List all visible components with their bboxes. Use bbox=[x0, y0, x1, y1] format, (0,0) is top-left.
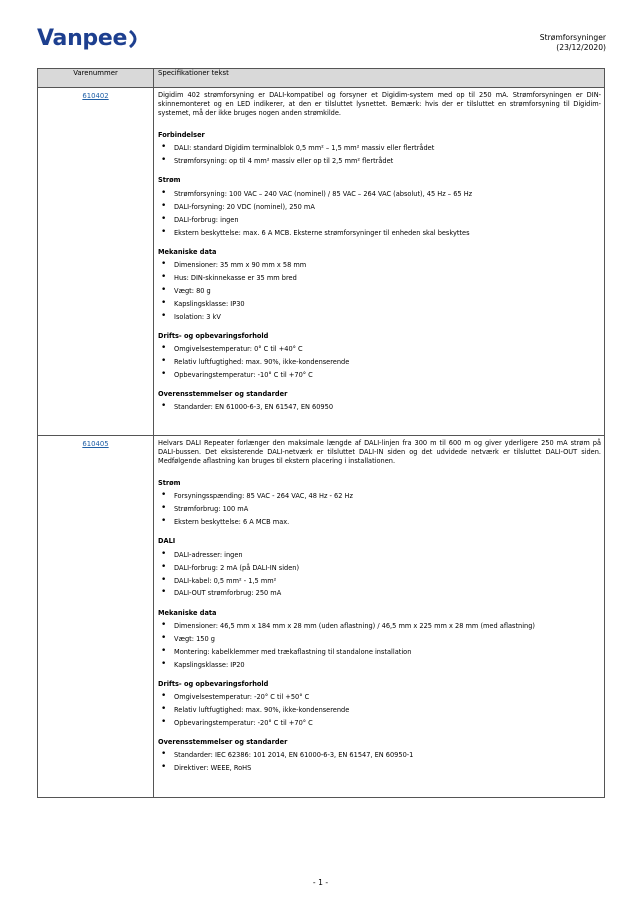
list-item: • Omgivelsestemperatur: -20° C til +50° C bbox=[158, 693, 601, 702]
bullet-list bbox=[158, 261, 601, 322]
document-header bbox=[540, 33, 606, 53]
spec-section bbox=[158, 738, 601, 773]
list-item: • Vægt: 80 g bbox=[158, 287, 601, 296]
list-item: • Strømforsyning: 100 VAC – 240 VAC (nominel) / 85 VAC – 264 VAC (absolut), 45 Hz – 65 Hz bbox=[158, 190, 601, 199]
section-title: Overensstemmelser og standarder bbox=[158, 389, 288, 398]
bullet-list bbox=[158, 492, 601, 527]
bullet-list bbox=[158, 403, 601, 412]
bullet-list bbox=[158, 190, 601, 238]
product-description: Digidim 402 strømforsyning er DALI-kompatibel og forsyner et Digidim-system med op til 250 mA. Strømforsyningen er DIN-skinnemonteret og en LED indikerer, at den er tilsluttet lysnettet. Bemærk: hvis der er tilsluttet en strømforsyning til Digidim-systemet, må der ikke bruges nogen anden strømkilde. bbox=[158, 91, 601, 118]
list-item: • DALI-OUT strømforbrug: 250 mA bbox=[158, 589, 601, 598]
section-title: Drifts- og opbevaringsforhold bbox=[158, 331, 269, 340]
bullet-list bbox=[158, 345, 601, 380]
list-item: • Ekstern beskyttelse: max. 6 A MCB. Eksterne strømforsyninger til enheden skal beskyttes bbox=[158, 229, 601, 238]
list-item: • Strømforsyning: op til 4 mm² massiv eller op til 2,5 mm² flertrådet bbox=[158, 157, 601, 166]
list-item: • Standarder: IEC 62386: 101 2014, EN 61000-6-3, EN 61547, EN 60950-1 bbox=[158, 751, 601, 760]
section-title: Overensstemmelser og standarder bbox=[158, 737, 288, 746]
bullet-list bbox=[158, 622, 601, 670]
list-item: • Forsyningsspænding: 85 VAC - 264 VAC, 48 Hz - 62 Hz bbox=[158, 492, 601, 501]
spec-section bbox=[158, 248, 601, 322]
item-number-link[interactable]: 610402 bbox=[82, 92, 109, 100]
column-header-number: Varenummer bbox=[38, 69, 154, 88]
list-item: • DALI-forbrug: 2 mA (på DALI-IN siden) bbox=[158, 564, 601, 573]
list-item: • Montering: kabelklemmer med trækaflastning til standalone installation bbox=[158, 648, 601, 657]
bullet-list bbox=[158, 144, 601, 166]
list-item: • Kapslingsklasse: IP30 bbox=[158, 300, 601, 309]
list-item: • Opbevaringstemperatur: -10° C til +70° C bbox=[158, 371, 601, 380]
logo-wordmark: Vanpee bbox=[37, 26, 128, 51]
spec-section bbox=[158, 479, 601, 527]
list-item: • Standarder: EN 61000-6-3, EN 61547, EN 60950 bbox=[158, 403, 601, 412]
page-number: - 1 - bbox=[312, 878, 329, 887]
list-item: • Dimensioner: 46,5 mm x 184 mm x 28 mm (uden aflastning) / 46,5 mm x 225 mm x 28 mm (med aflastning) bbox=[158, 622, 601, 631]
list-item: • DALI-forsyning: 20 VDC (nominel), 250 mA bbox=[158, 203, 601, 212]
list-item: • Hus: DIN-skinnekasse er 35 mm bred bbox=[158, 274, 601, 283]
spec-section bbox=[158, 176, 601, 237]
section-title: Strøm bbox=[158, 479, 181, 488]
item-number-link[interactable]: 610405 bbox=[82, 440, 109, 448]
list-item: • DALI-forbrug: ingen bbox=[158, 216, 601, 225]
product-description: Helvars DALI Repeater forlænger den maksimale længde af DALI-linjen fra 300 m til 600 m og giver yderligere 250 mA strøm på DALI-bussen. Det eksisterende DALI-netværk er tilsluttet DALI-IN siden og det udvidede netværk er tilsluttet DALI-OUT siden. Medfølgende aflastning kan bruges til ekstern placering i installationen. bbox=[158, 439, 601, 466]
section-title: Mekaniske data bbox=[158, 247, 217, 256]
item-number-cell bbox=[38, 88, 154, 436]
document-title: Strømforsyninger bbox=[539, 33, 606, 42]
spec-text-cell bbox=[154, 436, 605, 798]
spec-section bbox=[158, 390, 601, 412]
list-item: • DALI-adresser: ingen bbox=[158, 551, 601, 560]
section-title: Mekaniske data bbox=[158, 608, 217, 617]
list-item: • Ekstern beskyttelse: 6 A MCB max. bbox=[158, 518, 601, 527]
list-item: • Dimensioner: 35 mm x 90 mm x 58 mm bbox=[158, 261, 601, 270]
section-title: Drifts- og opbevaringsforhold bbox=[158, 679, 269, 688]
list-item: • DALI: standard Digidim terminalblok 0,5 mm² – 1,5 mm² massiv eller flertrådet bbox=[158, 144, 601, 153]
spec-table bbox=[37, 68, 605, 798]
list-item: • DALI-kabel: 0,5 mm² - 1,5 mm² bbox=[158, 577, 601, 586]
list-item: • Relativ luftfugtighed: max. 90%, ikke-kondenserende bbox=[158, 706, 601, 715]
list-item: • Kapslingsklasse: IP20 bbox=[158, 661, 601, 670]
list-item: • Relativ luftfugtighed: max. 90%, ikke-kondenserende bbox=[158, 358, 601, 367]
section-title: Forbindelser bbox=[158, 131, 205, 140]
list-item: • Omgivelsestemperatur: 0° C til +40° C bbox=[158, 345, 601, 354]
column-header-spec: Specifikationer tekst bbox=[154, 69, 605, 88]
company-logo bbox=[37, 26, 142, 51]
spec-text-cell bbox=[154, 88, 605, 436]
bullet-list bbox=[158, 751, 601, 773]
section-title: Strøm bbox=[158, 176, 181, 185]
spec-section bbox=[158, 680, 601, 728]
list-item: • Direktiver: WEEE, RoHS bbox=[158, 764, 601, 773]
spec-section bbox=[158, 332, 601, 380]
list-item: • Vægt: 150 g bbox=[158, 635, 601, 644]
logo-swoosh-icon bbox=[128, 28, 142, 50]
table-row bbox=[38, 436, 605, 798]
table-row bbox=[38, 88, 605, 436]
spec-section bbox=[158, 537, 601, 598]
bullet-list bbox=[158, 551, 601, 599]
table-header-row bbox=[38, 69, 605, 88]
spec-section bbox=[158, 131, 601, 166]
list-item: • Opbevaringstemperatur: -20° C til +70° C bbox=[158, 719, 601, 728]
section-title: DALI bbox=[158, 537, 176, 546]
document-date: (23/12/2020) bbox=[556, 43, 606, 52]
list-item: • Isolation: 3 kV bbox=[158, 313, 601, 322]
bullet-list bbox=[158, 693, 601, 728]
spec-section bbox=[158, 609, 601, 670]
item-number-cell bbox=[38, 436, 154, 798]
list-item: • Strømforbrug: 100 mA bbox=[158, 505, 601, 514]
